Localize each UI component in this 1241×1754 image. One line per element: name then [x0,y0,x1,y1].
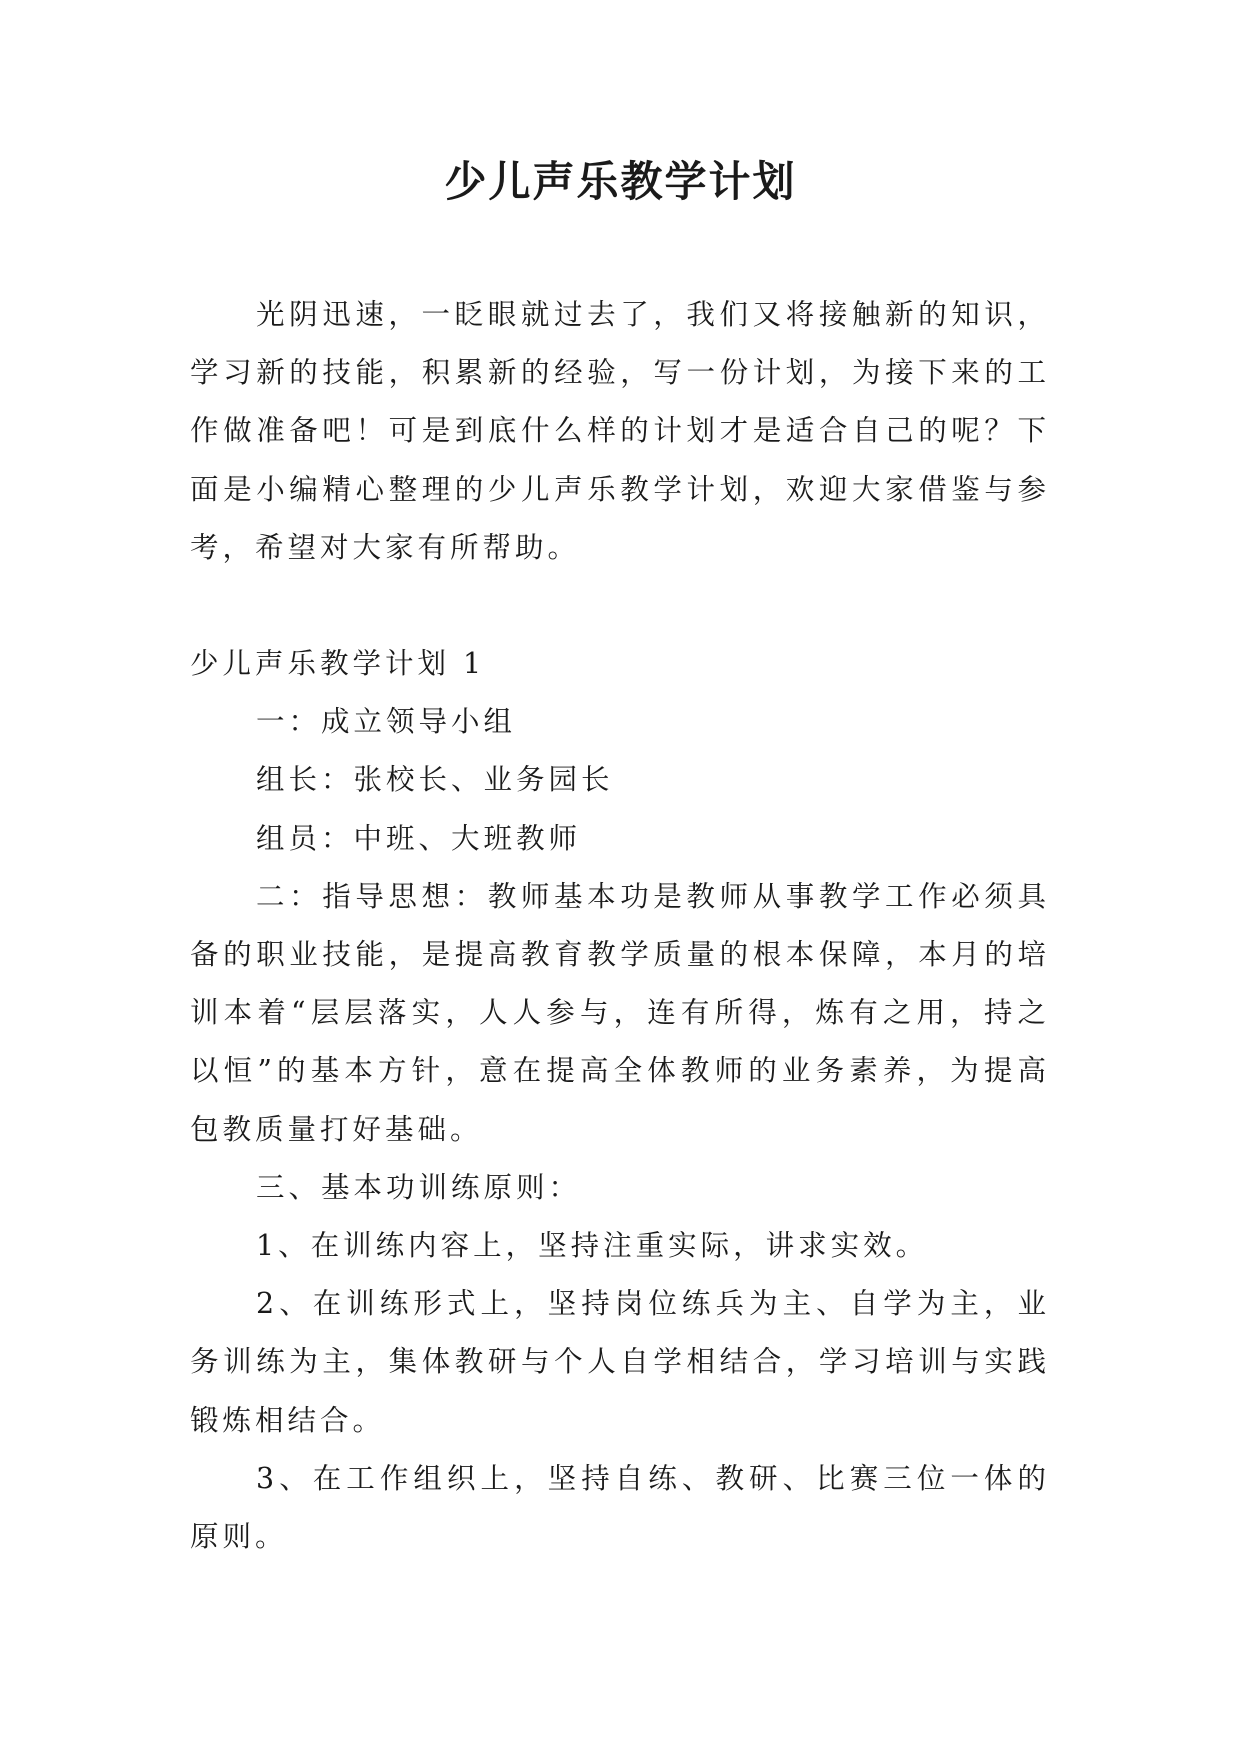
paragraph-principle-1: 1、在训练内容上，坚持注重实际，讲求实效。 [256,1229,929,1263]
paragraph-principle-2: 2、在训练形式上，坚持岗位练兵为主、自学为主，业务训练为主，集体教研与个人自学相结合，学习培训与实践锻炼相结合。 [190,1287,1050,1437]
paragraph-group-members: 组员：中班、大班教师 [256,821,582,855]
paragraph-group-leader: 组长：张校长、业务园长 [256,763,614,797]
intro-paragraph: 光阴迅速，一眨眼就过去了，我们又将接触新的知识，学习新的技能，积累新的经验，写一份计划，为接下来的工作做准备吧！可是到底什么样的计划才是适合自己的呢？下面是小编精心整理的少儿声乐教学计划，欢迎大家借鉴与参考，希望对大家有所帮助。 [190,298,1050,564]
paragraph-principle-3: 3、在工作组织上，坚持自练、教研、比赛三位一体的原则。 [190,1461,1050,1554]
paragraph-leadership-group: 一：成立领导小组 [256,705,517,739]
section-heading: 少儿声乐教学计划 1 [190,647,486,681]
paragraph-guiding-ideology: 二：指导思想：教师基本功是教师从事教学工作必须具备的职业技能，是提高教育教学质量的根本保障，本月的培训本着“层层落实，人人参与，连有所得，炼有之用，持之以恒”的基本方针，意在提高全体教师的业务素养，为提高包教质量打好基础。 [190,879,1050,1146]
document-title: 少儿声乐教学计划 [444,157,797,206]
document-body [190,286,1050,1566]
paragraph-training-principles: 三、基本功训练原则： [256,1170,582,1204]
